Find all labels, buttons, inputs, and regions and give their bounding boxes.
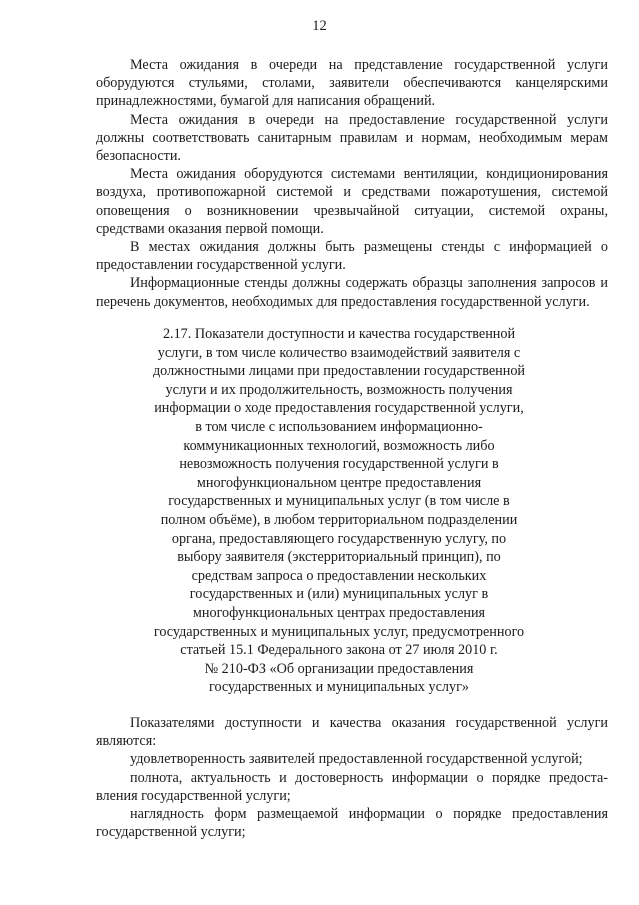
heading-line: государственных и муниципальных услуг, предусмотренного <box>153 623 525 640</box>
heading-line: информации о ходе предоставления государственной услуги, <box>154 400 524 417</box>
list-item-visual-clarity: наглядность форм размещаемой информации о порядке предоставления государственной услуги; <box>96 806 608 841</box>
heading-line: государственных и (или) муниципальных услуг в <box>189 586 489 603</box>
heading-line: государственных и муниципальных услуг (в том числе в <box>168 493 510 510</box>
heading-line: услуги и их продолжительность, возможность получения <box>165 381 513 398</box>
heading-line: услуги, в том числе количество взаимодействий заявителя с <box>157 344 521 361</box>
list-item-information-completeness: полнота, актуальность и достоверность информации о порядке предоставления государственной услуги; <box>96 769 608 804</box>
paragraph-waiting-furniture: Места ожидания в очереди на представление государственной услуги оборудуются стульями, столами, заявители обеспечиваются канцелярскими принадлежностями, бумагой для написания обращений. <box>96 57 608 110</box>
heading-line: полном объёме), в любом территориальном подразделении <box>160 511 518 528</box>
heading-line: в том числе с использованием информационно- <box>195 418 483 435</box>
heading-line: невозможность получения государственной услуги в <box>179 456 499 473</box>
paragraph-ventilation-systems: Места ожидания оборудуются системами вентиляции, кондиционирования воздуха, противопожарной системой и средствами пожаротушения, системой оповещения о возникновении чрезвычайной ситуации, системой охраны, средствами оказания первой помощи. <box>96 166 608 237</box>
list-item-satisfaction: удовлетворенность заявителей предоставленной государственной услугой; <box>130 751 583 768</box>
heading-line: средствам запроса о предоставлении нескольких <box>191 567 487 584</box>
paragraph-stand-contents: Информационные стенды должны содержать образцы заполнения запросов и перечень документов, необходимых для предоставления государственной услуги. <box>96 275 608 310</box>
heading-line: органа, предоставляющего государственную услугу, по <box>171 530 507 547</box>
heading-line: статьей 15.1 Федерального закона от 27 июля 2010 г. <box>180 642 498 659</box>
heading-line: многофункциональных центрах предоставления <box>192 604 486 621</box>
heading-line: № 210-ФЗ «Об организации предоставления <box>204 660 474 677</box>
section-heading-2-17 <box>140 325 538 697</box>
quality-indicators <box>96 714 608 841</box>
heading-line: государственных и муниципальных услуг» <box>209 679 469 696</box>
heading-line: 2.17. Показатели доступности и качества государственной <box>162 326 516 342</box>
paragraph-sanitary-rules: Места ожидания в очереди на предоставление государственной услуги должны соответствовать санитарным правилам и нормам, необходимым мерам безопасности. <box>96 111 608 165</box>
paragraph-info-stands: В местах ожидания должны быть размещены стенды с информацией о предоставлении государственной услуги. <box>96 239 608 274</box>
heading-line: должностными лицами при предоставлении государственной <box>152 363 526 380</box>
paragraph-indicators-intro: Показателями доступности и качества оказания государственной услуги являются: <box>96 715 608 750</box>
heading-line: коммуникационных технологий, возможность либо <box>183 437 495 454</box>
page-number: 12 <box>312 18 327 34</box>
heading-line: многофункциональном центре предоставления <box>196 474 482 491</box>
waiting-area-requirements <box>96 56 608 311</box>
heading-line: выбору заявителя (экстерриториальный принцип), по <box>177 549 501 566</box>
